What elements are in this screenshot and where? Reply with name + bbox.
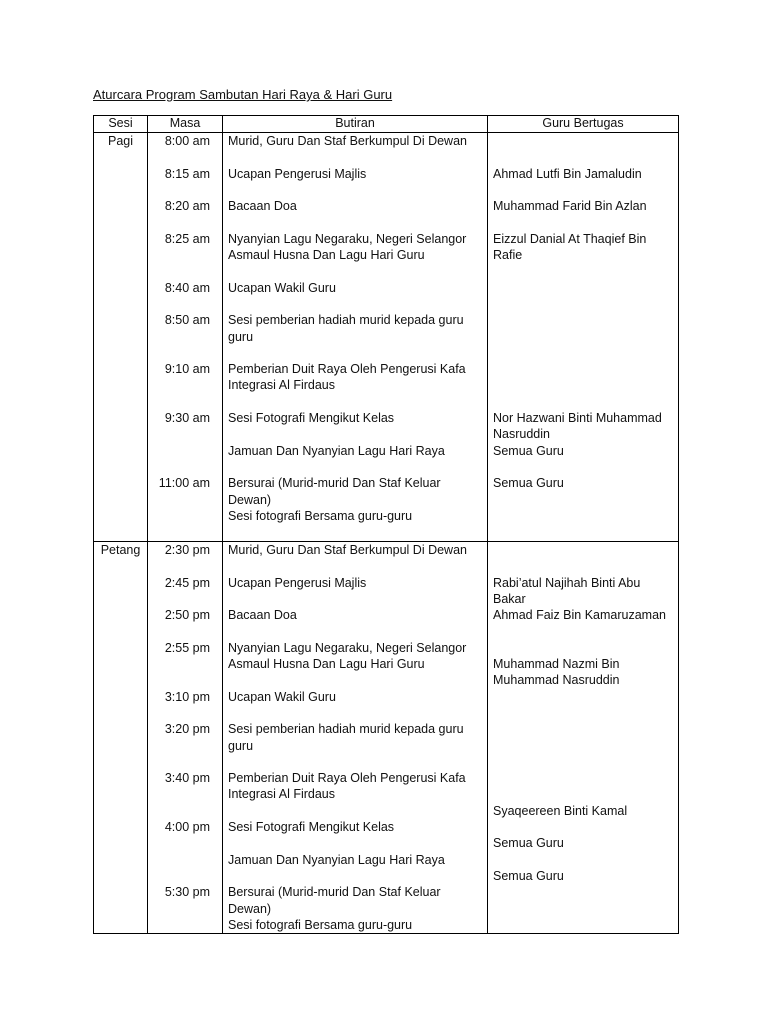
guru-line: Nasruddin — [493, 427, 550, 442]
masa-time: 2:55 pm — [164, 640, 210, 655]
butiran-cell — [223, 133, 488, 542]
header-masa: Masa — [148, 116, 223, 133]
masa-time — [148, 852, 222, 868]
guru-item — [488, 410, 678, 459]
butiran-line: Integrasi Al Firdaus — [228, 787, 335, 802]
header-guru-bertugas: Guru Bertugas — [488, 116, 679, 133]
butiran-item — [223, 443, 487, 459]
masa-time: 2:50 pm — [164, 608, 210, 623]
masa-time: 8:40 am — [164, 280, 210, 295]
butiran-item — [223, 607, 487, 623]
schedule-body — [94, 133, 679, 934]
guru-blank-line — [493, 770, 674, 786]
butiran-line: guru — [228, 329, 254, 344]
butiran-line: Sesi Fotografi Mengikut Kelas — [228, 411, 395, 426]
butiran-item — [223, 361, 487, 394]
session-row — [94, 133, 679, 542]
butiran-line: Ucapan Pengerusi Majlis — [228, 575, 367, 590]
butiran-item — [223, 231, 487, 264]
butiran-item — [223, 475, 487, 524]
butiran-line: guru — [228, 738, 254, 753]
guru-item — [488, 754, 678, 787]
guru-line: Semua Guru — [493, 868, 564, 883]
table-header-row — [94, 116, 679, 133]
butiran-line: Murid, Guru Dan Staf Berkumpul Di Dewan — [228, 134, 467, 148]
butiran-cell — [223, 542, 488, 934]
guru-blank-line — [493, 361, 674, 377]
butiran-item — [223, 819, 487, 835]
guru-line: Eizzul Danial At Thaqief Bin — [493, 231, 647, 246]
guru-cell — [488, 133, 679, 542]
guru-item — [488, 803, 678, 819]
guru-line: Rabi’atul Najihah Binti Abu — [493, 575, 641, 590]
butiran-line: Dewan) — [228, 901, 272, 916]
butiran-line: Bacaan Doa — [228, 608, 297, 623]
butiran-line: Sesi fotografi Bersama guru-guru — [228, 508, 413, 523]
butiran-item — [223, 410, 487, 426]
butiran-line: Dewan) — [228, 492, 272, 507]
butiran-item — [223, 133, 487, 149]
butiran-line: Sesi pemberian hadiah murid kepada guru — [228, 722, 464, 737]
butiran-line: Sesi Fotografi Mengikut Kelas — [228, 820, 395, 835]
guru-item — [488, 705, 678, 738]
document-title: Aturcara Program Sambutan Hari Raya & Hari Guru — [93, 87, 393, 102]
butiran-item — [223, 542, 487, 558]
guru-line: Muhammad Nasruddin — [493, 673, 620, 688]
masa-cell — [148, 542, 223, 934]
guru-blank-line — [493, 754, 674, 770]
masa-time: 4:00 pm — [164, 820, 210, 835]
guru-item — [488, 542, 678, 558]
masa-time: 3:40 pm — [164, 771, 210, 786]
butiran-item — [223, 575, 487, 591]
guru-line: Semua Guru — [493, 443, 564, 458]
butiran-line: Ucapan Pengerusi Majlis — [228, 166, 367, 181]
masa-time: 3:20 pm — [164, 722, 210, 737]
masa-time: 9:10 am — [164, 362, 210, 377]
header-butiran: Butiran — [223, 116, 488, 133]
masa-time: 8:00 am — [164, 134, 210, 148]
butiran-item — [223, 884, 487, 933]
butiran-line: Jamuan Dan Nyanyian Lagu Hari Raya — [228, 443, 445, 458]
guru-item — [488, 640, 678, 689]
schedule-table — [93, 115, 679, 934]
guru-blank-line — [493, 721, 674, 737]
masa-time: 2:45 pm — [164, 575, 210, 590]
masa-time: 11:00 am — [158, 476, 210, 491]
guru-item — [488, 835, 678, 851]
masa-time: 5:30 pm — [164, 885, 210, 900]
guru-item — [488, 280, 678, 296]
guru-blank-line — [493, 329, 674, 345]
masa-time: 8:25 am — [164, 231, 210, 246]
guru-line: Semua Guru — [493, 836, 564, 851]
butiran-item — [223, 721, 487, 754]
guru-item — [488, 166, 678, 182]
butiran-line: Ucapan Wakil Guru — [228, 280, 336, 295]
sesi-cell: Pagi — [94, 133, 148, 542]
guru-line: Rafie — [493, 248, 523, 263]
guru-line: Ahmad Lutfi Bin Jamaludin — [493, 166, 642, 181]
butiran-item — [223, 770, 487, 803]
header-sesi: Sesi — [94, 116, 148, 133]
guru-blank-line — [493, 377, 674, 393]
butiran-line: Bersurai (Murid-murid Dan Staf Keluar — [228, 476, 441, 491]
guru-blank-line — [493, 640, 674, 656]
butiran-line: Jamuan Dan Nyanyian Lagu Hari Raya — [228, 852, 445, 867]
butiran-line: Integrasi Al Firdaus — [228, 378, 335, 393]
guru-line: Muhammad Nazmi Bin — [493, 657, 620, 672]
butiran-item — [223, 280, 487, 296]
butiran-item — [223, 166, 487, 182]
guru-line: Syaqeereen Binti Kamal — [493, 803, 628, 818]
guru-item — [488, 133, 678, 149]
butiran-line: Sesi fotografi Bersama guru-guru — [228, 917, 413, 932]
butiran-line: Murid, Guru Dan Staf Berkumpul Di Dewan — [228, 543, 467, 557]
butiran-line: Pemberian Duit Raya Oleh Pengerusi Kafa — [228, 362, 466, 377]
masa-time: 8:20 am — [164, 199, 210, 214]
masa-time: 9:30 am — [164, 411, 210, 426]
guru-item — [488, 575, 678, 624]
butiran-line: Nyanyian Lagu Negaraku, Negeri Selangor — [228, 640, 467, 655]
butiran-line: Bacaan Doa — [228, 199, 297, 214]
butiran-line: Asmaul Husna Dan Lagu Hari Guru — [228, 248, 425, 263]
guru-blank-line — [493, 280, 674, 296]
butiran-line: Sesi pemberian hadiah murid kepada guru — [228, 313, 464, 328]
butiran-line: Asmaul Husna Dan Lagu Hari Guru — [228, 657, 425, 672]
guru-item — [488, 231, 678, 264]
masa-time: 8:15 am — [164, 166, 210, 181]
sesi-cell: Petang — [94, 542, 148, 934]
guru-line: Nor Hazwani Binti Muhammad — [493, 411, 662, 426]
guru-blank-line — [493, 133, 674, 149]
masa-time — [148, 443, 222, 459]
guru-line: Muhammad Farid Bin Azlan — [493, 199, 647, 214]
guru-item — [488, 361, 678, 394]
butiran-line: Nyanyian Lagu Negaraku, Negeri Selangor — [228, 231, 467, 246]
butiran-item — [223, 852, 487, 868]
guru-item — [488, 312, 678, 345]
guru-item — [488, 475, 678, 491]
guru-line: Ahmad Faiz Bin Kamaruzaman — [493, 608, 666, 623]
guru-cell — [488, 542, 679, 934]
butiran-line: Ucapan Wakil Guru — [228, 689, 336, 704]
butiran-item — [223, 689, 487, 705]
guru-line: Semua Guru — [493, 476, 564, 491]
masa-time: 3:10 pm — [164, 689, 210, 704]
guru-blank-line — [493, 705, 674, 721]
guru-item — [488, 198, 678, 214]
guru-blank-line — [493, 312, 674, 328]
guru-item — [488, 868, 678, 884]
butiran-line: Pemberian Duit Raya Oleh Pengerusi Kafa — [228, 771, 466, 786]
butiran-line: Bersurai (Murid-murid Dan Staf Keluar — [228, 885, 441, 900]
session-row — [94, 542, 679, 934]
guru-blank-line — [493, 542, 674, 558]
masa-cell — [148, 133, 223, 542]
masa-time: 2:30 pm — [164, 543, 210, 557]
butiran-item — [223, 198, 487, 214]
guru-line: Bakar — [493, 591, 526, 606]
butiran-item — [223, 640, 487, 673]
butiran-item — [223, 312, 487, 345]
masa-time: 8:50 am — [164, 313, 210, 328]
